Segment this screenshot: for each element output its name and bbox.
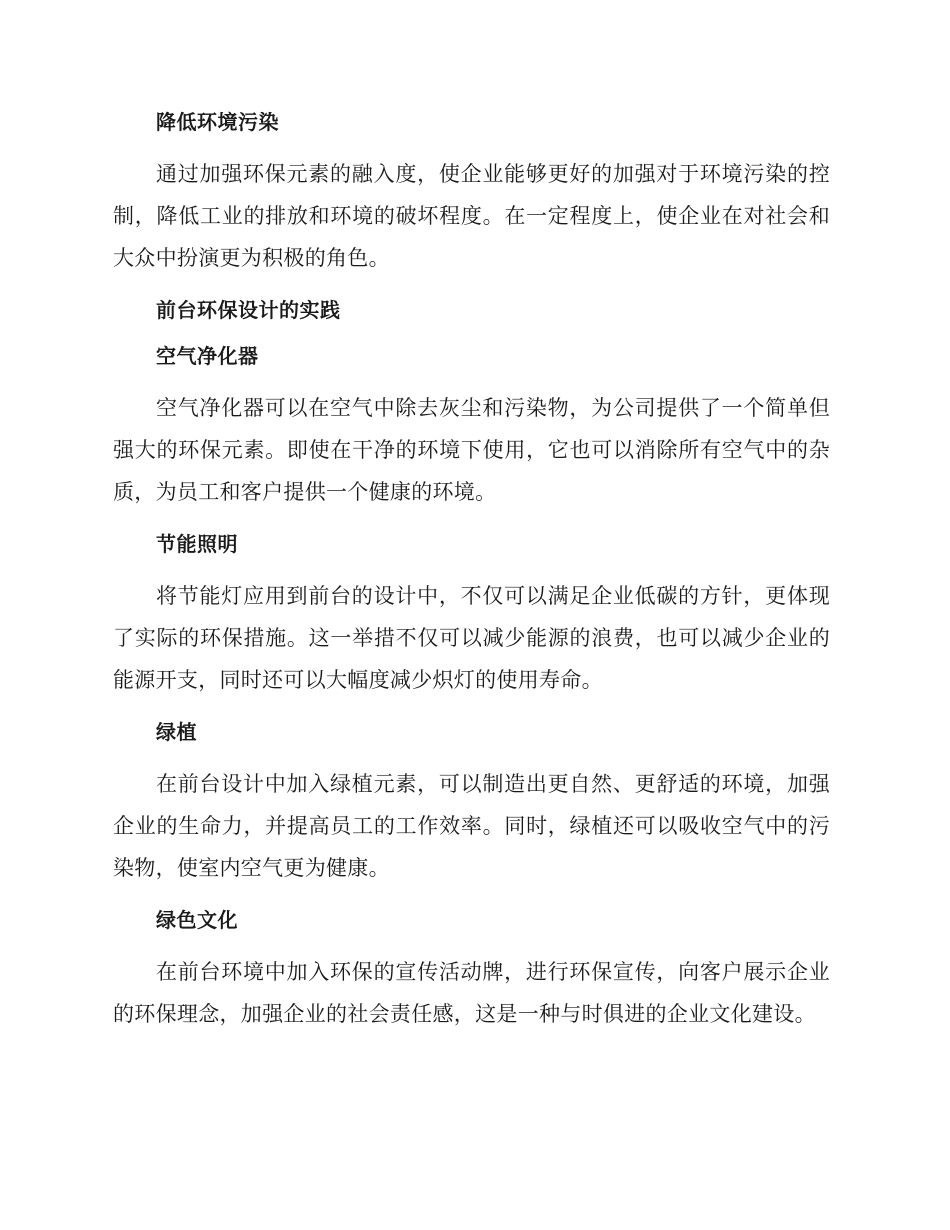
- section-paragraph-air-purifier: 空气净化器可以在空气中除去灰尘和污染物，为公司提供了一个简单但强大的环保元素。即使在干净的环境下使用，它也可以消除所有空气中的杂质，为员工和客户提供一个健康的环境。: [113, 396, 830, 504]
- section-heading-green-culture: 绿色文化: [156, 908, 238, 932]
- section-paragraph-reduce-pollution: 通过加强环保元素的融入度，使企业能够更好的加强对于环境污染的控制，降低工业的排放和环境的破坏程度。在一定程度上，使企业在对社会和大众中扮演更为积极的角色。: [113, 162, 830, 270]
- section-heading-energy-lighting: 节能照明: [156, 532, 238, 556]
- section-heading-reduce-pollution: 降低环境污染: [156, 110, 279, 134]
- section-heading-air-purifier: 空气净化器: [156, 344, 259, 368]
- section-heading-practice: 前台环保设计的实践: [156, 298, 341, 322]
- section-paragraph-energy-lighting: 将节能灯应用到前台的设计中，不仅可以满足企业低碳的方针，更体现了实际的环保措施。这一举措不仅可以减少能源的浪费，也可以减少企业的能源开支，同时还可以大幅度减少炽灯的使用寿命。: [113, 584, 830, 692]
- section-paragraph-green-plants: 在前台设计中加入绿植元素，可以制造出更自然、更舒适的环境，加强企业的生命力，并提高员工的工作效率。同时，绿植还可以吸收空气中的污染物，使室内空气更为健康。: [113, 772, 830, 880]
- section-heading-green-plants: 绿植: [156, 720, 197, 744]
- section-paragraph-green-culture: 在前台环境中加入环保的宣传活动牌，进行环保宣传，向客户展示企业的环保理念，加强企业的社会责任感，这是一种与时俱进的企业文化建设。: [113, 960, 830, 1026]
